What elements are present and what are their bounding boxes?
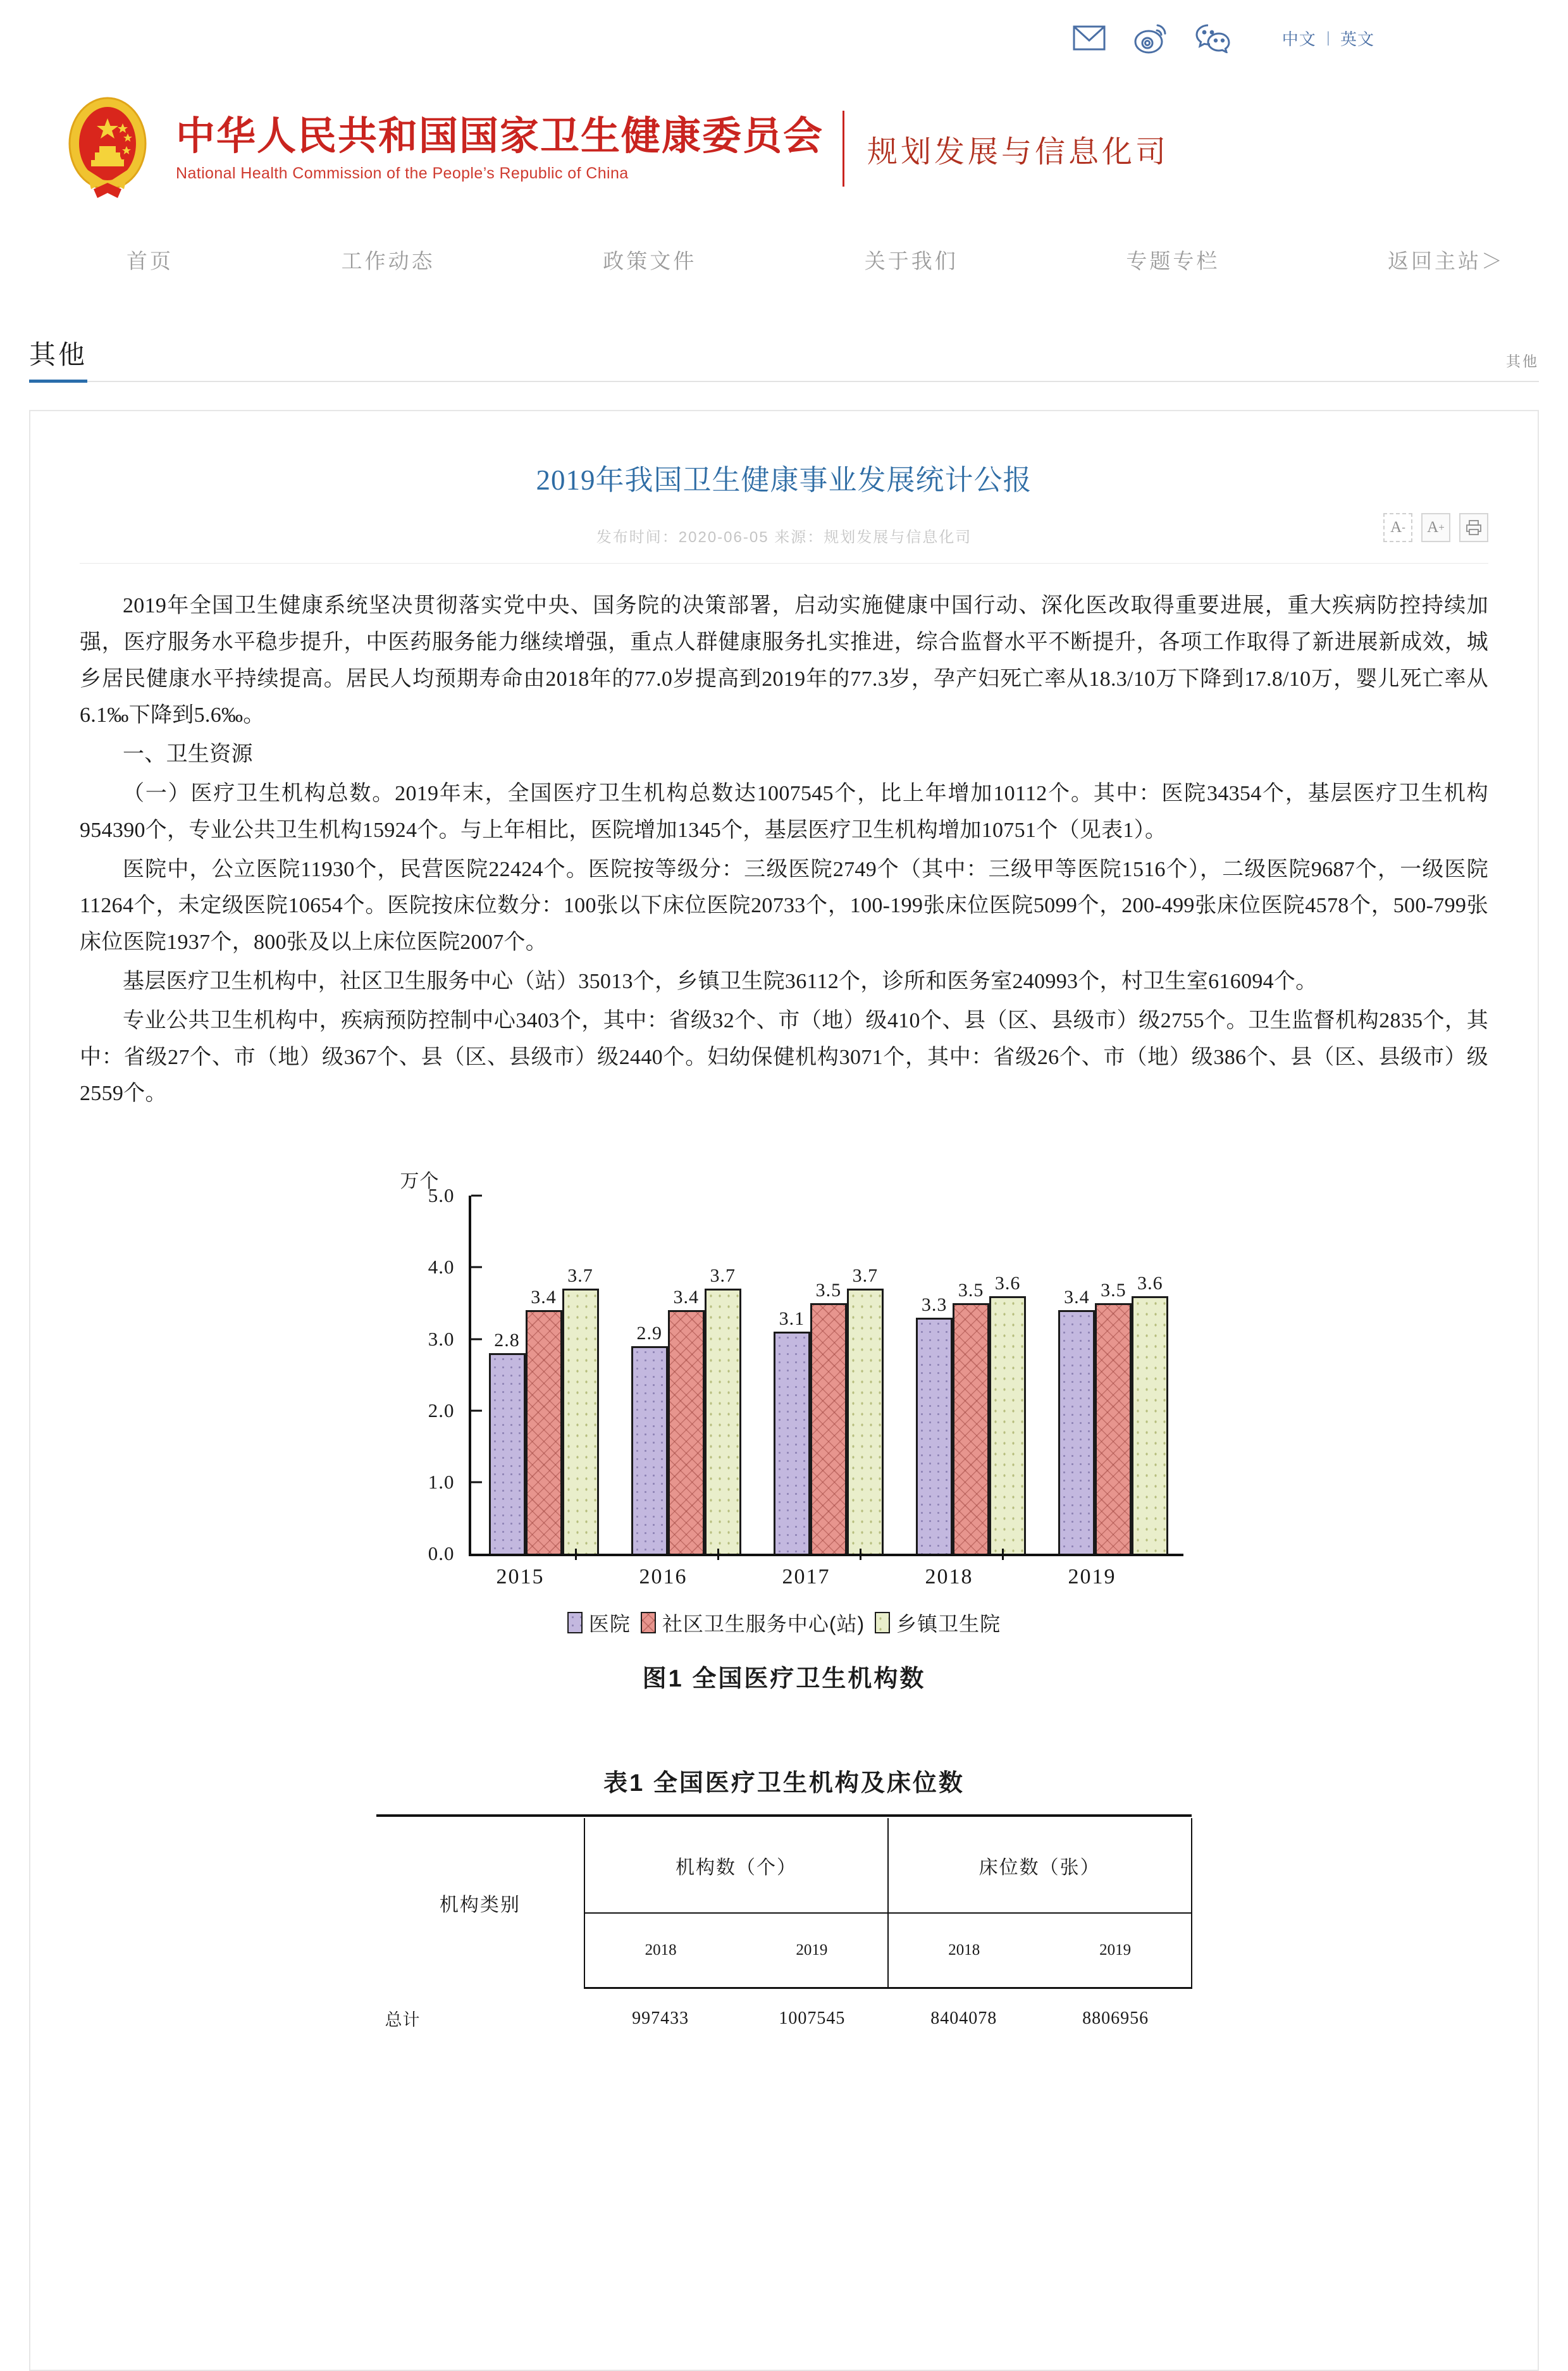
main-navigation — [0, 221, 1568, 297]
legend-swatch-hospital — [567, 1612, 583, 1633]
bar-group-2017 — [756, 1196, 898, 1554]
lang-chinese-link[interactable]: 中文 — [1281, 29, 1316, 49]
bar-label: 3.7 — [710, 1265, 736, 1287]
bar-2018-township — [989, 1272, 1026, 1554]
article-container — [29, 410, 1539, 2371]
cell-inst-2018: 997433 — [632, 2008, 689, 2028]
x-tick-2018: 2018 — [925, 1565, 973, 1589]
article-meta: 发布时间：2020-06-05 来源：规划发展与信息化司 — [596, 529, 972, 546]
printer-icon — [1465, 519, 1483, 536]
y-tick-0: 0.0 — [428, 1542, 455, 1565]
paragraph-section-heading: 一、卫生资源 — [123, 743, 253, 767]
mail-icon[interactable] — [1066, 15, 1113, 61]
bar-label: 3.7 — [852, 1265, 879, 1287]
cell-bed-2018: 8404078 — [930, 2008, 997, 2028]
bar-2016-community — [668, 1287, 705, 1554]
table-header-row-1 — [376, 1818, 1192, 1913]
top-utility-bar — [0, 0, 1568, 76]
print-button[interactable] — [1459, 513, 1488, 542]
y-axis-unit: 万个 — [400, 1171, 440, 1192]
th-bed-2018: 2018 — [888, 1913, 1040, 1988]
x-tick-2016: 2016 — [639, 1565, 688, 1589]
article-toolbar — [1383, 513, 1488, 542]
lang-separator: | — [1326, 29, 1330, 46]
bar-chart — [364, 1165, 1205, 1602]
language-switcher — [1272, 27, 1385, 50]
bar-label: 3.6 — [994, 1272, 1021, 1294]
x-axis-labels — [469, 1565, 1183, 1589]
paragraph-primary-care: 基层医疗卫生机构中，社区卫生服务中心（站）35013个，乡镇卫生院36112个，诊所和医务室240993个，村卫生室616094个。 — [123, 969, 1318, 993]
department-name: 规划发展与信息化司 — [867, 135, 1170, 169]
bar-2016-hospital — [631, 1322, 668, 1554]
table-row — [376, 1988, 1192, 2048]
figure-caption: 图1 全国医疗卫生机构数 — [642, 1666, 926, 1693]
th-bed-2019: 2019 — [1040, 1913, 1192, 1988]
legend-label-hospital: 医院 — [588, 1613, 631, 1636]
table-1-wrap — [80, 1763, 1488, 2048]
bar-2018-hospital — [916, 1294, 953, 1554]
paragraph-intro: 2019年全国卫生健康系统坚决贯彻落实党中央、国务院的决策部署，启动实施健康中国行动、深化医改取得重要进展，重大疾病防控持续加强，医疗服务水平稳步提升，中医药服务能力继续增强，重点人群健康服务扎实推进，综合监督水平不断提升，各项工作取得了新进展新成效，城乡居民健康水平持续提高。居民人均预期寿命由2018年的77.0岁提高到2019年的77.3岁，孕产妇死亡率从18.3/10万下降到17.8/10万，婴儿死亡率从6.1‰下降到5.6‰。 — [80, 594, 1488, 727]
bar-groups — [471, 1196, 1183, 1554]
bar-2015-hospital — [489, 1330, 526, 1554]
bar-2016-township — [705, 1265, 741, 1554]
legend-item-township — [875, 1608, 1001, 1637]
paragraph-institutions-total: （一）医疗卫生机构总数。2019年末，全国医疗卫生机构总数达1007545个，比上年增加10112个。其中：医院34354个，基层医疗卫生机构954390个，专业公共卫生机构15924个。与上年相比，医院增加1345个，基层医疗卫生机构增加10751个（见表1）。 — [80, 781, 1488, 842]
y-tick-5: 5.0 — [428, 1184, 455, 1207]
bar-label: 3.5 — [958, 1279, 984, 1301]
masthead-divider — [843, 111, 844, 187]
table-caption: 表1 全国医疗卫生机构及床位数 — [603, 1770, 965, 1797]
nav-item-about[interactable]: 关于我们 — [864, 250, 958, 273]
bar-label: 3.6 — [1137, 1272, 1163, 1294]
bar-2019-hospital — [1058, 1287, 1095, 1554]
x-tick-2017: 2017 — [782, 1565, 830, 1589]
nav-item-home[interactable]: 首页 — [127, 250, 173, 273]
plot-area — [428, 1184, 1183, 1565]
nav-item-policy[interactable]: 政策文件 — [603, 250, 697, 273]
bar-label: 3.5 — [815, 1279, 842, 1301]
bar-2019-township — [1132, 1272, 1168, 1554]
bar-label: 3.5 — [1101, 1279, 1127, 1301]
th-category: 机构类别 — [439, 1895, 521, 1916]
bar-label: 3.4 — [531, 1287, 557, 1308]
wechat-icon[interactable] — [1190, 15, 1237, 61]
legend-swatch-community — [641, 1612, 656, 1633]
nav-item-topics[interactable]: 专题专栏 — [1126, 250, 1220, 273]
paragraph-hospitals: 医院中，公立医院11930个，民营医院22424个。医院按等级分：三级医院2749个（其中：三级甲等医院1516个），二级医院9687个，一级医院11264个，未定级医院10654个。医院按床位数分：100张以下床位医院20733个，100-199张床位医院5099个，200-499张床位医院4578个，500-799张床位医院1937个，800张及以上床位医院2007个。 — [80, 857, 1488, 955]
th-bed-count: 床位数（张） — [888, 1818, 1192, 1913]
th-institution-count: 机构数（个） — [584, 1818, 888, 1913]
bar-group-2018 — [898, 1196, 1040, 1554]
bar-label: 3.7 — [567, 1265, 593, 1287]
font-decrease-button[interactable] — [1383, 513, 1412, 542]
chart-legend — [567, 1608, 1001, 1637]
site-masthead — [0, 76, 1568, 221]
article-title: 2019年我国卫生健康事业发展统计公报 — [536, 464, 1032, 496]
bar-2017-hospital — [774, 1308, 810, 1554]
legend-swatch-township — [875, 1612, 890, 1633]
cell-inst-2019: 1007545 — [779, 2008, 846, 2028]
nav-item-news[interactable]: 工作动态 — [341, 250, 435, 273]
figure-1 — [80, 1165, 1488, 1693]
article-meta-row — [80, 519, 1488, 564]
legend-label-community: 社区卫生服务中心(站) — [662, 1613, 865, 1636]
bar-label: 3.1 — [779, 1308, 805, 1330]
bar-label: 3.3 — [921, 1294, 948, 1315]
bar-label: 2.8 — [494, 1330, 520, 1351]
bar-2019-community — [1095, 1279, 1132, 1554]
legend-item-hospital — [567, 1608, 631, 1637]
bar-2017-community — [810, 1279, 847, 1554]
bar-2015-community — [526, 1287, 562, 1554]
nav-item-main-site[interactable]: 返回主站＞ — [1387, 250, 1505, 273]
th-inst-2018: 2018 — [584, 1913, 736, 1988]
bar-group-2019 — [1040, 1196, 1183, 1554]
bar-label: 3.4 — [1064, 1287, 1090, 1308]
statistics-table — [376, 1814, 1192, 2048]
bar-label: 2.9 — [636, 1322, 662, 1344]
font-decrease-sup: - — [1402, 521, 1405, 533]
font-increase-sup: + — [1438, 521, 1445, 533]
site-title-en: National Health Commission of the People’s Republic of China — [176, 164, 629, 183]
bar-label: 3.4 — [673, 1287, 699, 1308]
breadcrumb: 其他 — [1506, 354, 1539, 369]
bar-group-2015 — [471, 1196, 614, 1554]
font-decrease-label: A — [1390, 519, 1402, 536]
y-tick-4: 4.0 — [428, 1256, 455, 1278]
legend-label-township: 乡镇卫生院 — [896, 1613, 1001, 1636]
bar-2017-township — [847, 1265, 884, 1554]
article-body — [80, 588, 1488, 1112]
bar-2018-community — [953, 1279, 989, 1554]
bar-2015-township — [562, 1265, 599, 1554]
national-emblem-icon — [61, 94, 154, 203]
font-increase-button[interactable] — [1421, 513, 1450, 542]
y-tick-1: 1.0 — [428, 1470, 455, 1493]
page-title: 其他 — [29, 334, 87, 383]
paragraph-public-health: 专业公共卫生机构中，疾病预防控制中心3403个，其中：省级32个、市（地）级410个、县（区、县级市）级2755个。卫生监督机构2835个，其中：省级27个、市（地）级367个、县（区、县级市）级2440个。妇幼保健机构3071个，其中：省级26个、市（地）级386个、县（区、县级市）级2559个。 — [80, 1008, 1488, 1106]
section-header — [29, 328, 1539, 382]
th-inst-2019: 2019 — [736, 1913, 888, 1988]
y-tick-2: 2.0 — [428, 1399, 455, 1421]
font-increase-label: A — [1427, 519, 1439, 536]
site-title-cn: 中华人民共和国国家卫生健康委员会 — [176, 114, 824, 158]
y-tick-3: 3.0 — [428, 1327, 455, 1350]
cell-bed-2019: 8806956 — [1082, 2008, 1149, 2028]
bar-group-2016 — [614, 1196, 756, 1554]
legend-item-community — [641, 1608, 865, 1637]
cell-row-label: 总计 — [385, 2010, 421, 2029]
lang-english-link[interactable]: 英文 — [1340, 29, 1374, 49]
x-tick-2019: 2019 — [1068, 1565, 1116, 1589]
brand-block — [176, 115, 824, 183]
x-tick-2015: 2015 — [496, 1565, 545, 1589]
weibo-icon[interactable] — [1128, 15, 1175, 61]
